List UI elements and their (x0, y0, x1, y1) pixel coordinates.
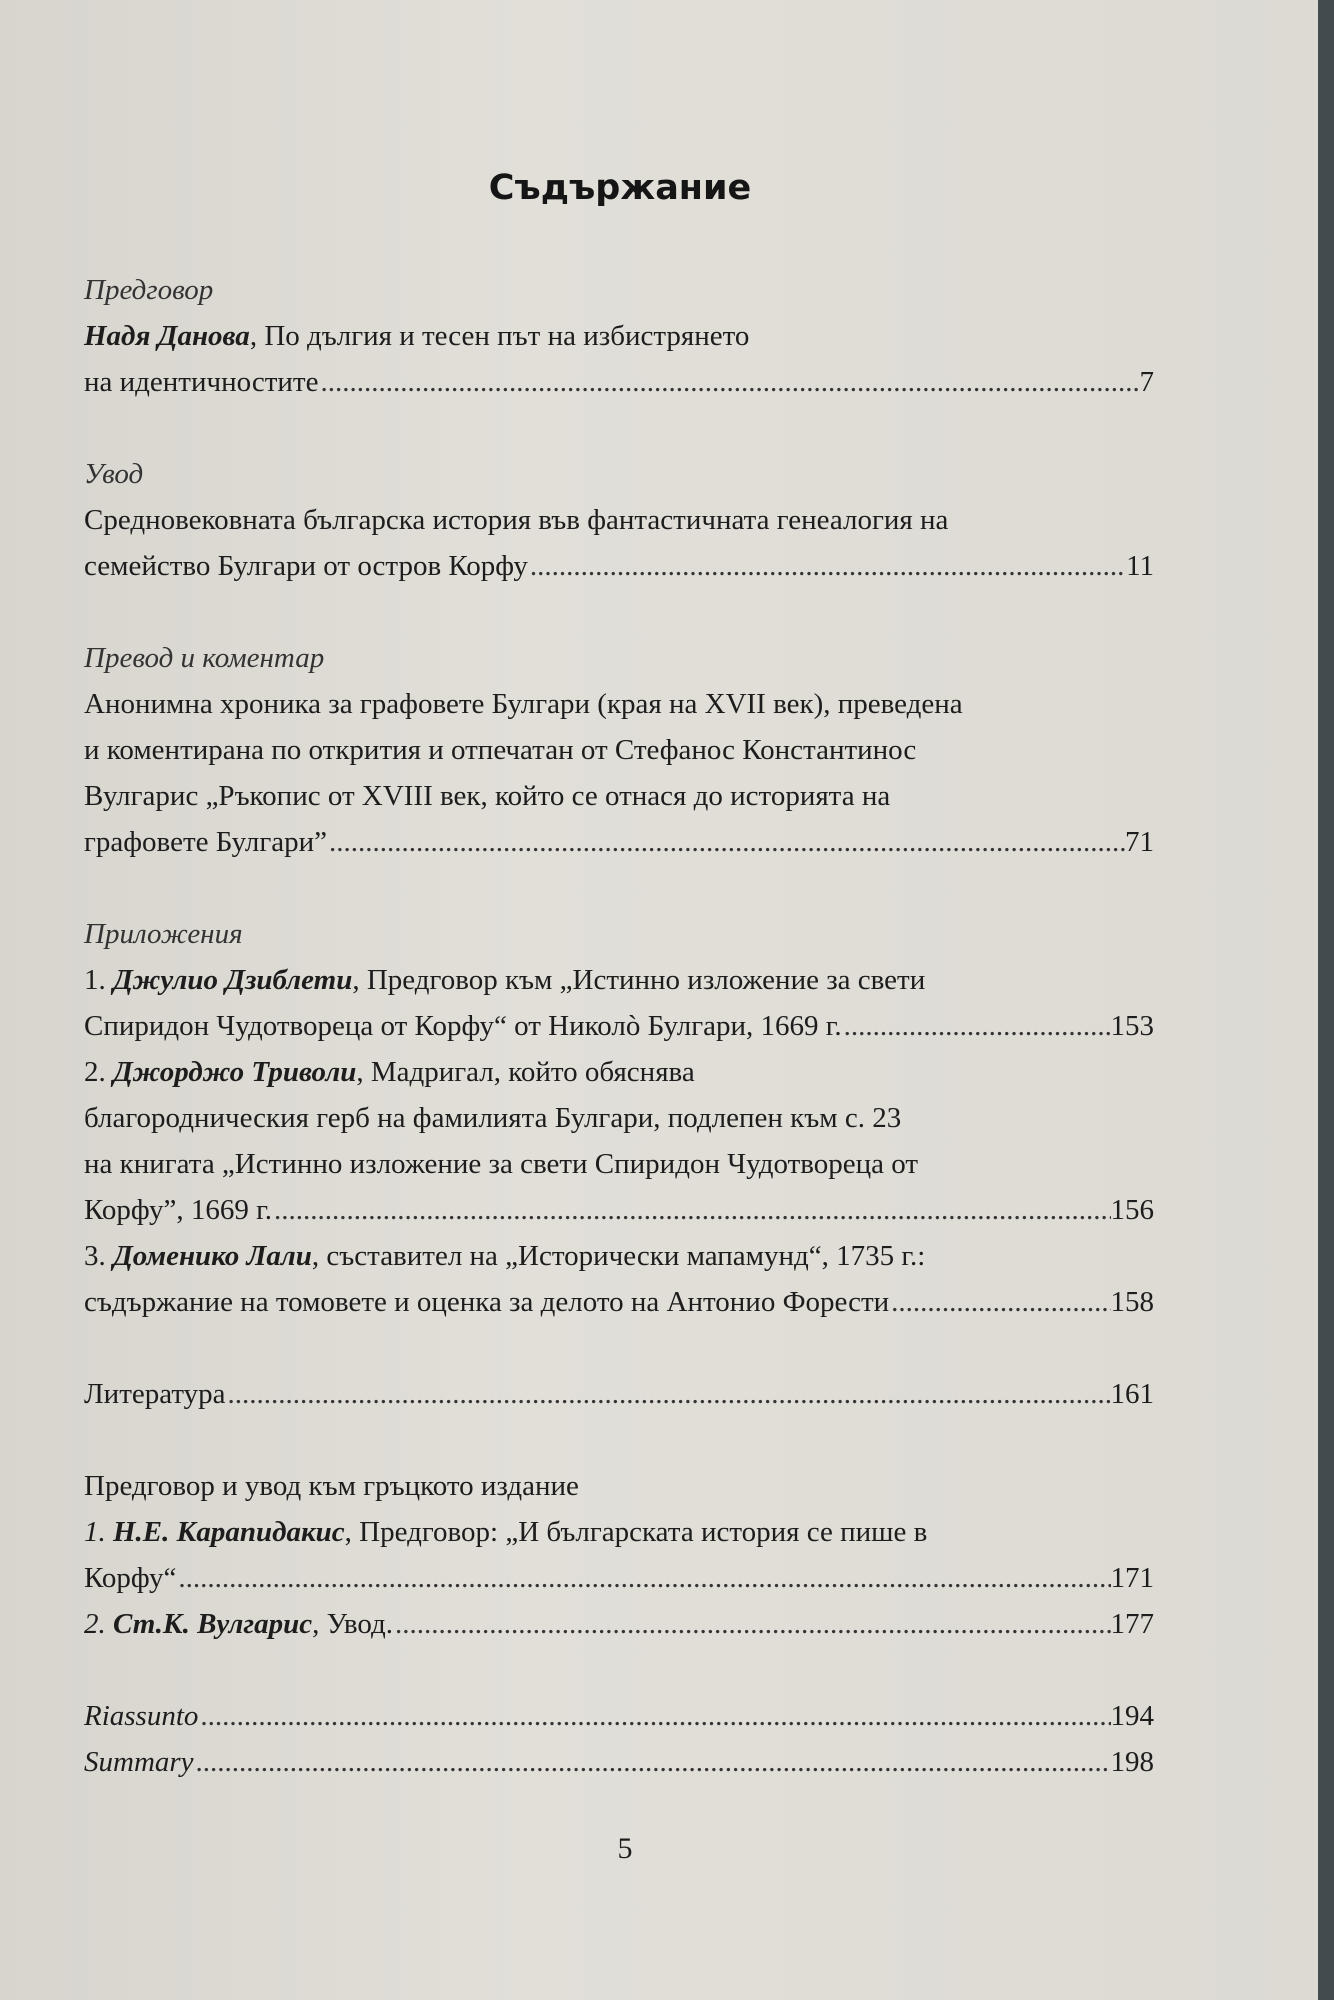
entry-number: 2. (84, 1056, 113, 1088)
dot-leader (528, 543, 1126, 589)
page-ref: 194 (1110, 1700, 1154, 1732)
toc-entry-line (84, 1509, 1154, 1555)
page-ref: 198 (1110, 1746, 1154, 1778)
page-ref: 11 (1126, 550, 1154, 582)
entry-text: , Предговор към „Истинно изложение за свети (352, 964, 926, 996)
toc-entry-line (84, 313, 1154, 359)
page-ref: 161 (1110, 1378, 1154, 1410)
dot-leader (226, 1371, 1111, 1417)
entry-text: Средновековната българска история във фантастичната генеалогия на (84, 504, 949, 536)
toc-section-greek-edition (84, 1463, 1154, 1647)
author-name: Ст.К. Вулгарис (113, 1608, 313, 1640)
entry-text: Спиридон Чудотвореца от Корфу“ от Николò Булгари, 1669 г. (84, 1010, 842, 1042)
section-heading: Превод и коментар (84, 642, 325, 674)
page-title: Съдържание (488, 168, 752, 208)
entry-text: , По дългия и тесен път на избистрянето (249, 320, 750, 352)
toc-entry-line (84, 1233, 1154, 1279)
toc-section-intro (84, 451, 1154, 589)
dot-leader (194, 1739, 1111, 1785)
page-number: 5 (617, 1832, 633, 1865)
entry-number: 2. (84, 1608, 113, 1640)
entry-text: и коментирана по открития и отпечатан от Стефанос Константинос (84, 734, 917, 766)
entry-text: Вулгарис „Ръкопис от XVIII век, който се отнася до историята на (84, 780, 891, 812)
dot-leader (393, 1601, 1110, 1647)
author-name: Надя Данова (84, 320, 250, 352)
entry-number: 1. (84, 964, 113, 996)
entry-text: Riassunto (84, 1700, 199, 1732)
toc-entry-end (84, 1279, 1154, 1325)
toc-entry-line (84, 1049, 1154, 1095)
dot-leader (176, 1555, 1110, 1601)
dot-leader (272, 1187, 1111, 1233)
dot-leader (889, 1279, 1110, 1325)
entry-text: , Мадригал, който обяснява (356, 1056, 695, 1088)
entry-text: , Увод. (312, 1608, 394, 1640)
entry-text: благородническия герб на фамилията Булгари, подлепен към с. 23 (84, 1102, 902, 1134)
entry-text: графовете Булгари” (84, 826, 328, 858)
entry-text: Анонимна хроника за графовете Булгари (края на XVII век), преведена (84, 688, 963, 720)
entry-text: Корфу“ (84, 1562, 177, 1594)
toc-entry-line (84, 1601, 393, 1647)
toc-entry-line (84, 957, 1154, 1003)
entry-text: Корфу”, 1669 г. (84, 1194, 272, 1226)
table-of-contents (84, 267, 1154, 1785)
author-name: Джорджо Триволи (113, 1056, 357, 1088)
section-heading: Приложения (84, 918, 243, 950)
page-ref: 158 (1110, 1286, 1154, 1318)
toc-entry-riassunto (84, 1693, 1154, 1739)
page-ref: 7 (1139, 366, 1154, 398)
toc-entry-end (84, 1003, 1154, 1049)
entry-text: на идентичностите (84, 366, 319, 398)
toc-entry-end (84, 543, 1154, 589)
section-heading: Предговор и увод към гръцкото издание (84, 1470, 579, 1502)
toc-entry-end (84, 819, 1154, 865)
author-name: Н.Е. Карапидакис (113, 1516, 345, 1548)
entry-text: , Предговор: „И българската история се пише в (344, 1516, 928, 1548)
dot-leader (327, 819, 1125, 865)
author-name: Доменико Лали (113, 1240, 312, 1272)
entry-text: съдържание на томовете и оценка за делото на Антонио Форести (84, 1286, 890, 1318)
entry-text: Литература (84, 1378, 226, 1410)
toc-section-foreword (84, 267, 1154, 405)
dot-leader (842, 1003, 1111, 1049)
page-ref: 171 (1110, 1562, 1154, 1594)
toc-section-translation (84, 635, 1154, 865)
dot-leader (198, 1693, 1110, 1739)
toc-entry-end (84, 359, 1154, 405)
toc-entry-summary (84, 1739, 1154, 1785)
section-heading: Предговор (84, 274, 214, 306)
toc-entry-literature (84, 1371, 1154, 1417)
entry-text: , съставител на „Исторически мапамунд“, 1735 г.: (311, 1240, 926, 1272)
author-name: Джулио Дзиблети (113, 964, 353, 996)
section-heading: Увод (84, 458, 144, 490)
entry-text: семейство Булгари от остров Корфу (84, 550, 528, 582)
toc-entry-end (84, 1555, 1154, 1601)
page-ref: 153 (1110, 1010, 1154, 1042)
toc-entry-end (84, 1601, 1154, 1647)
toc-entry-end (84, 1187, 1154, 1233)
toc-section-appendices (84, 911, 1154, 1325)
entry-number: 3. (84, 1240, 113, 1272)
page-ref: 177 (1110, 1608, 1154, 1640)
page-ref: 156 (1110, 1194, 1154, 1226)
page-ref: 71 (1125, 826, 1154, 858)
entry-text: на книгата „Истинно изложение за свети Спиридон Чудотвореца от (84, 1148, 919, 1180)
entry-text: Summary (84, 1746, 194, 1778)
dot-leader (318, 359, 1139, 405)
entry-number: 1. (84, 1516, 113, 1548)
